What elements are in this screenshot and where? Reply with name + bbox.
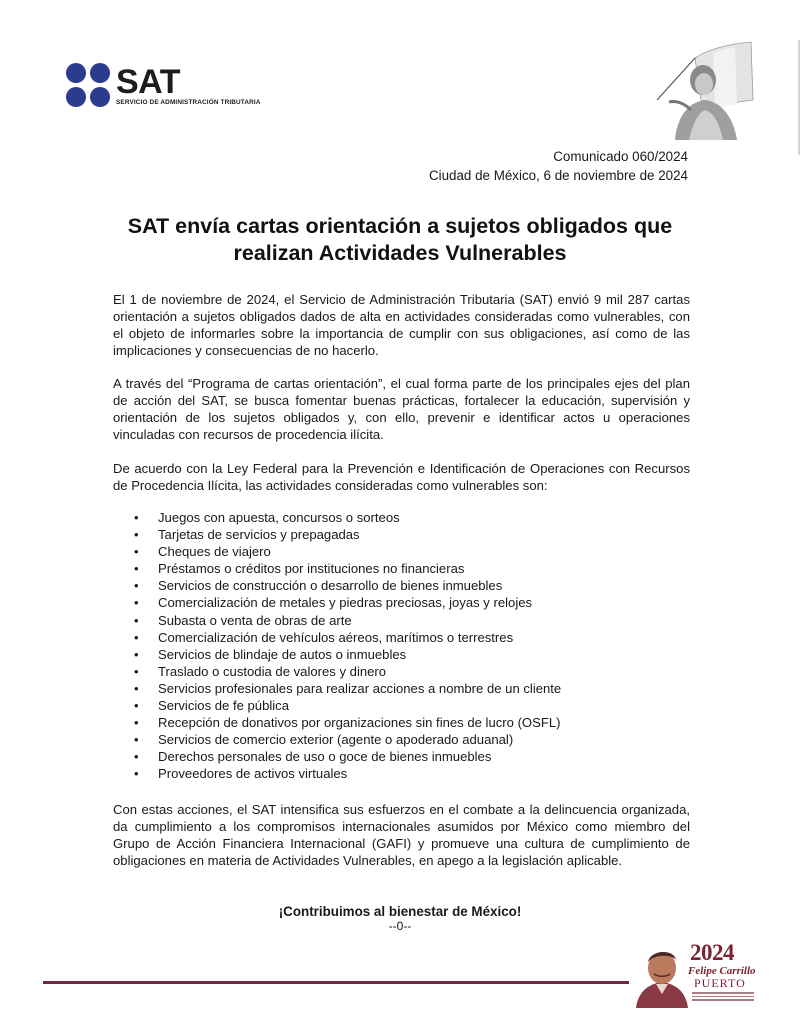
list-item: • Préstamos o créditos por instituciones no financieras [113,560,690,577]
list-item: • Subasta o venta de obras de arte [113,612,690,629]
list-item: • Comercialización de metales y piedras preciosas, joyas y relojes [113,594,690,611]
list-item: • Servicios de fe pública [113,697,690,714]
list-item: • Juegos con apuesta, concursos o sorteos [113,509,690,526]
list-item: • Proveedores de activos virtuales [113,765,690,782]
badge-name: Felipe Carrillo [688,965,756,977]
badge-fine-print [692,992,754,1003]
title-line-1: SAT envía cartas orientación a sujetos obligados que [127,214,673,238]
list-item: • Comercialización de vehículos aéreos, marítimos o terrestres [113,629,690,646]
badge-year: 2024 [690,940,734,965]
closing-slogan: ¡Contribuimos al bienestar de México! [278,904,522,919]
paragraph-1: El 1 de noviembre de 2024, el Servicio de Administración Tributaria (SAT) envió 9 mil 287 cartas orientación a sujetos obligados dados de alta en actividades consideradas como vulnerables, con el objeto de informarles sobre la importancia de cumplir con sus obligaciones, así como de las implicaciones y consecuencias de no hacerlo. [113,292,690,358]
list-item: • Servicios de blindaje de autos o inmuebles [113,646,690,663]
list-item: • Cheques de viajero [113,543,690,560]
list-item: • Servicios de comercio exterior (agente o apoderado aduanal) [113,731,690,748]
sat-logo-dots-icon [66,63,110,107]
paragraph-2: A través del “Programa de cartas orientación”, el cual forma parte de los principales ejes del plan de acción del SAT, se busca fomentar buenas prácticas, fortalecer la educación, supervisión y orientación de los sujetos obligados y, con ello, prevenir e identificar actos u operaciones vinculadas con recursos de procedencia ilícita. [113,376,690,442]
list-item: • Tarjetas de servicios y prepagadas [113,526,690,543]
badge-place: PUERTO [694,976,746,990]
flag-woman-emblem-icon [655,40,755,140]
sat-logo-subtitle: SERVICIO DE ADMINISTRACIÓN TRIBUTARIA [116,99,261,106]
list-item: • Recepción de donativos por organizaciones sin fines de lucro (OSFL) [113,714,690,731]
end-mark: --0-- [388,919,412,933]
sat-logo [66,63,276,109]
title-line-2: realizan Actividades Vulnerables [233,241,567,265]
list-item: • Derechos personales de uso o goce de bienes inmuebles [113,748,690,765]
paragraph-4: Con estas acciones, el SAT intensifica sus esfuerzos en el combate a la delincuencia organizada, da cumplimiento a los compromisos internacionales asumidos por México como miembro del Grupo de Acción Financiera Internacional (GAFI) y promueve una cultura de cumplimiento de obligaciones en materia de Actividades Vulnerables, en apego a la legislación aplicable. [113,802,690,868]
header-info [429,147,688,185]
place-date: Ciudad de México, 6 de noviembre de 2024 [428,168,688,183]
sat-logo-wordmark: SAT [116,63,180,101]
felipe-carrillo-puerto-badge [632,940,762,1008]
footer-rule [43,981,629,984]
vulnerable-activities-list [113,509,690,783]
portrait-icon [632,942,692,1008]
comunicado-number: Comunicado 060/2024 [553,149,688,164]
list-item: • Traslado o custodia de valores y dinero [113,663,690,680]
paragraph-3: De acuerdo con la Ley Federal para la Prevención e Identificación de Operaciones con Recursos de Procedencia Ilícita, las actividades consideradas como vulnerables son: [113,461,690,493]
list-item: • Servicios profesionales para realizar acciones a nombre de un cliente [113,680,690,697]
list-item: • Servicios de construcción o desarrollo de bienes inmuebles [113,577,690,594]
document-title [95,213,705,267]
